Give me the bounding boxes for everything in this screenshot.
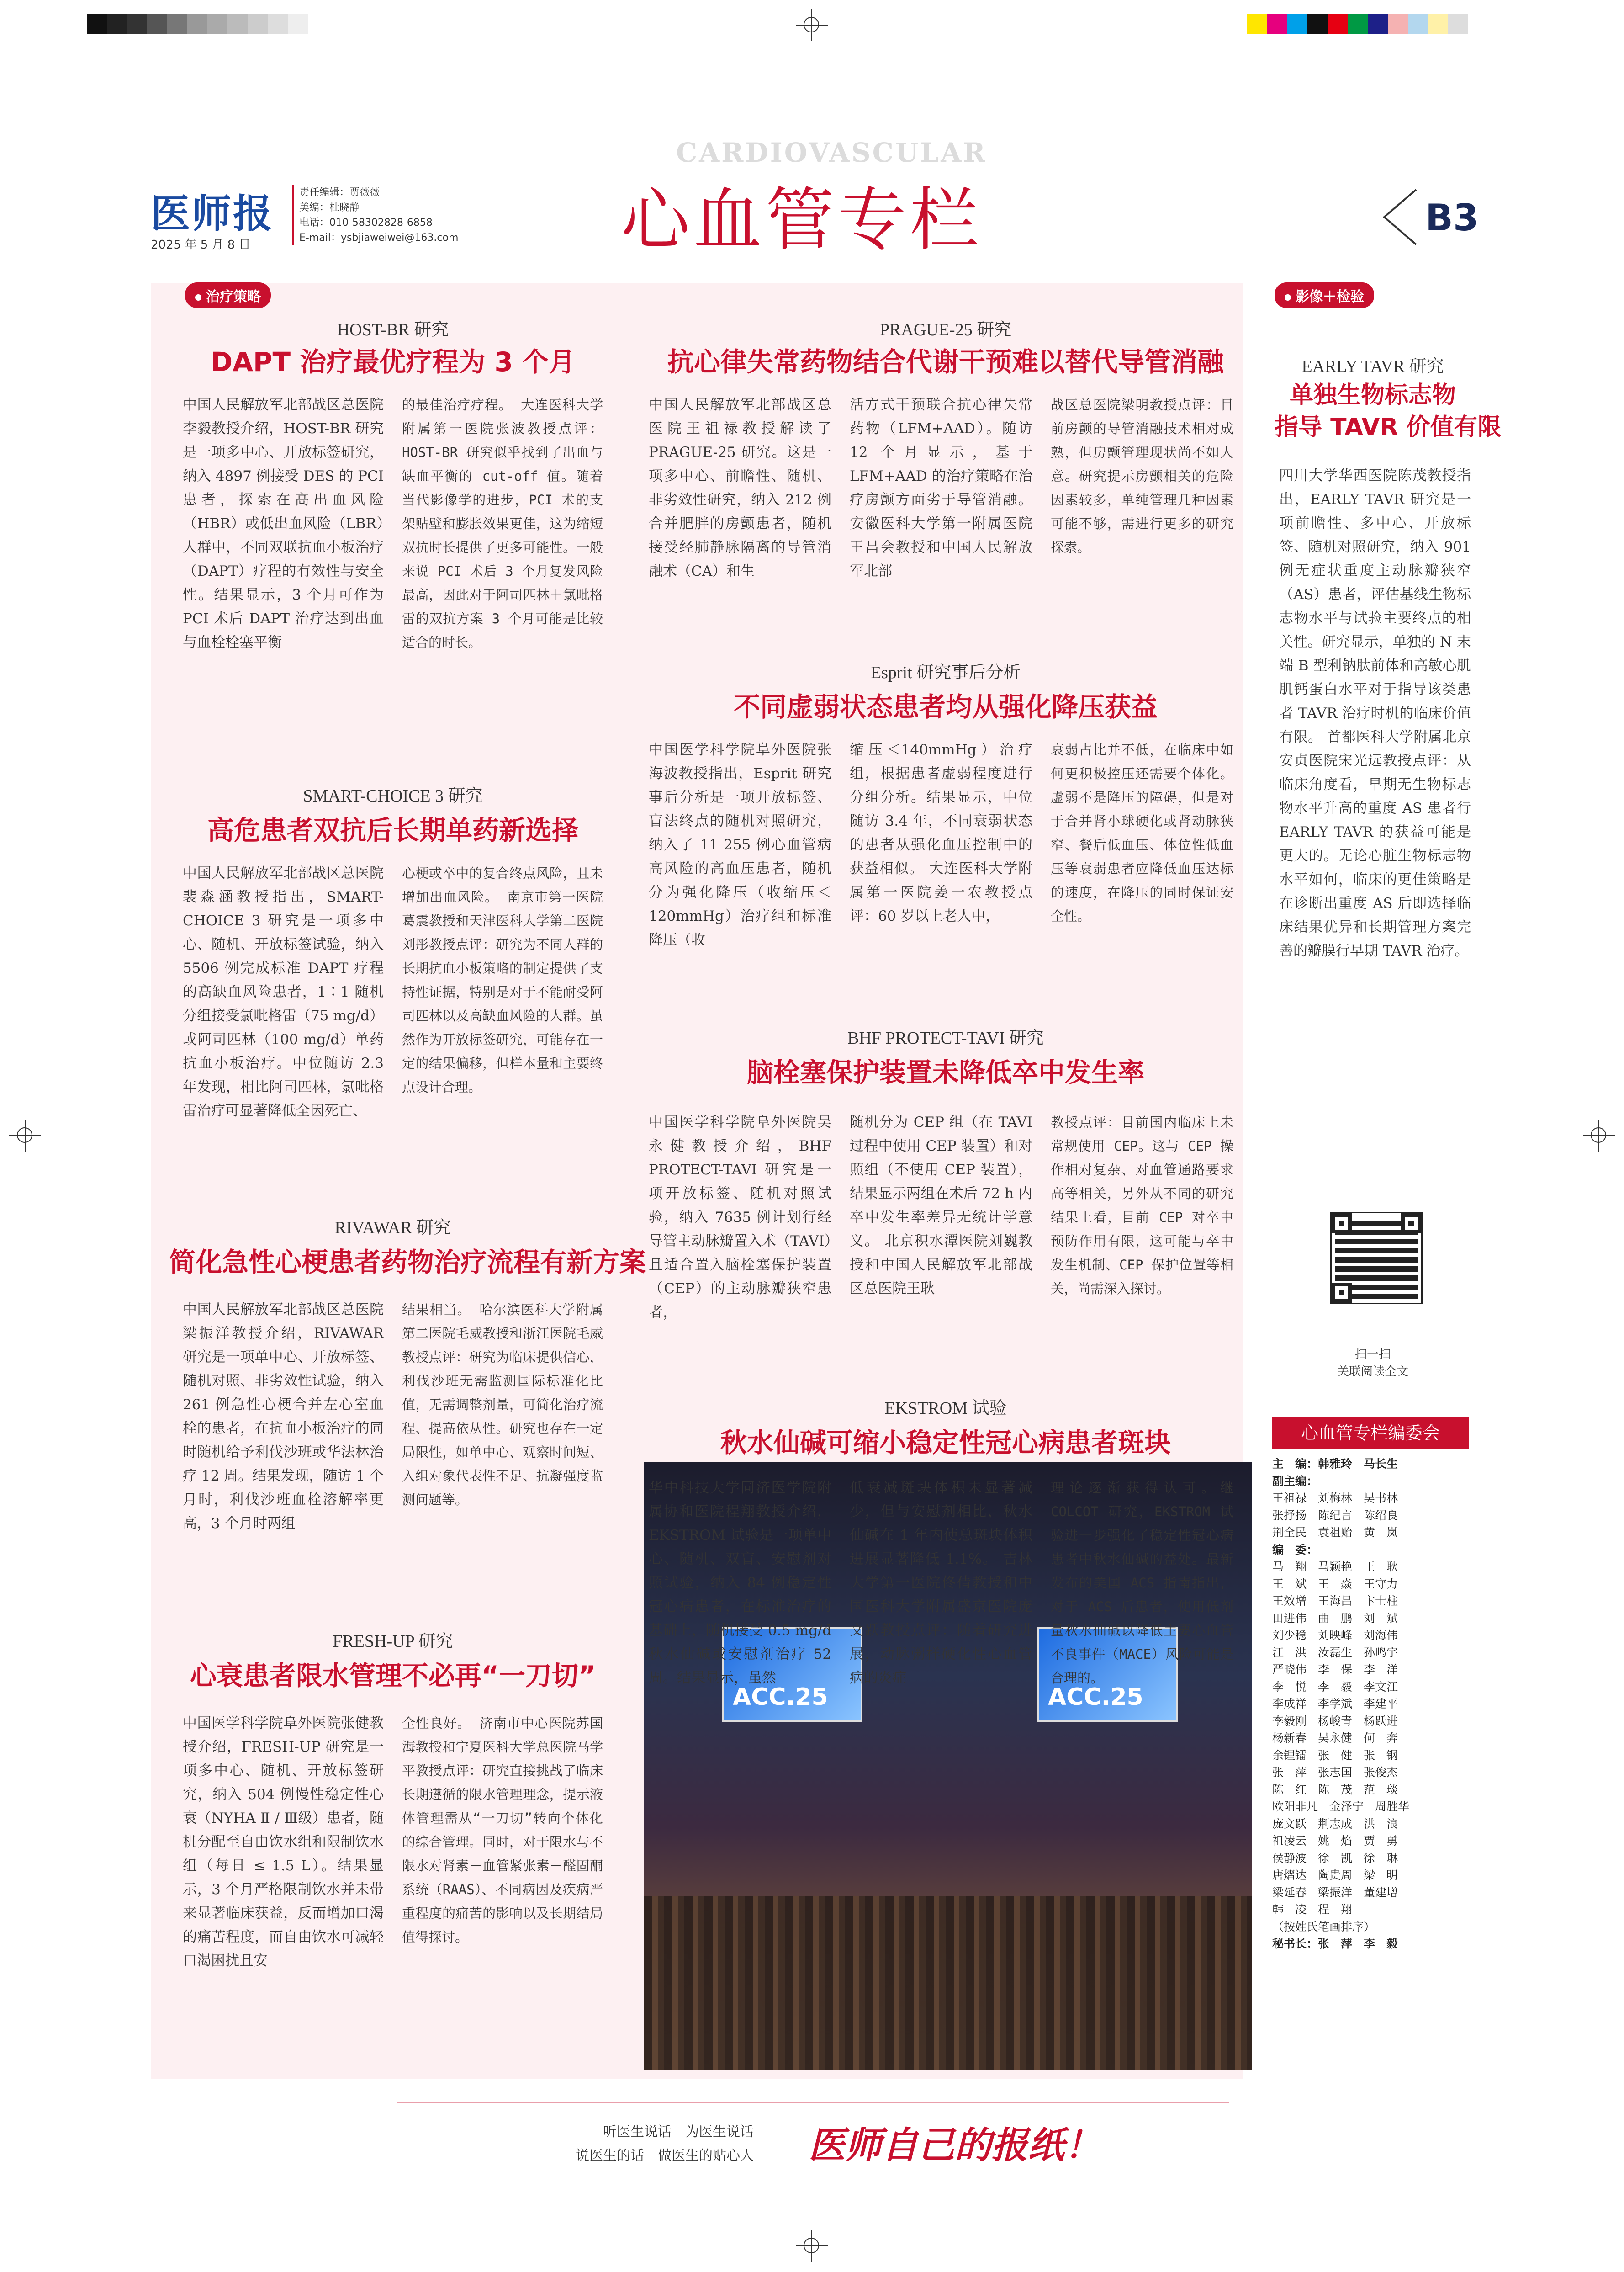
board-member-line: 编 委： [1272, 1543, 1318, 1556]
board-member-line: 江 洪 汝磊生 孙鸣宇 [1272, 1646, 1398, 1659]
article-column: 中国人民解放军北部战区总医院王祖禄教授解读了 PRAGUE-25 研究。这是一项多中心、前瞻性、随机、非劣效性研究，纳入 212 例合并肥胖的房颤患者，随机接受经肺静脉隔离的导管消融术（CA）和生 [649, 397, 831, 579]
registration-mark-icon [1583, 1120, 1615, 1152]
article-column: 中国医学科学院阜外医院张海波教授指出，Esprit 研究事后分析是一项开放标签、盲法终点的随机对照研究，纳入了 11 255 例心血管病高风险的高血压患者，随机分为强化降压（收缩压＜120mmHg）治疗组和标准降压（收 [649, 742, 831, 948]
tag-label: 影像＋检验 [1296, 289, 1364, 305]
bullet-icon [1285, 294, 1291, 301]
board-member-line: 余锂镭 张 健 张 钢 [1272, 1748, 1398, 1762]
board-member-line: 马 翔 马颖艳 王 耿 [1272, 1560, 1398, 1573]
gray-swatch [248, 14, 268, 34]
editorial-board-title: 心血管专栏编委会 [1272, 1417, 1469, 1449]
article-study-label: BHF PROTECT-TAVI 研究 [847, 1029, 1044, 1048]
qr-finder-icon [1332, 1283, 1352, 1303]
gray-swatch [207, 14, 227, 34]
board-member-line: 主 编：韩雅玲 马长生 [1272, 1457, 1398, 1470]
article-study-label: EKSTROM 试验 [884, 1399, 1007, 1418]
board-member-line: 侯静波 徐 凯 徐 琳 [1272, 1851, 1398, 1865]
footer-divider [397, 2102, 1229, 2103]
qr-caption-line: 关联阅读全文 [1337, 1365, 1408, 1379]
page-chevron-icon [1375, 187, 1421, 247]
gray-swatch [187, 14, 207, 34]
footer-slogan [576, 2120, 754, 2168]
article-headline: DAPT 治疗最优疗程为 3 个月 [210, 346, 576, 377]
article-headline: 高危患者双抗后长期单药新选择 [207, 815, 578, 846]
color-swatch [1307, 14, 1328, 34]
color-swatch [1368, 14, 1388, 34]
editor-info [292, 185, 458, 245]
editor-line: 美编：杜晓静 [299, 202, 360, 213]
color-swatch [1348, 14, 1368, 34]
article-column: 教授点评：目前国内临床上未常规使用 CEP。这与 CEP 操作相对复杂、对血管通路要求高等相关，另外从不同的研究结果上看，目前 CEP 对卒中预防作用有限，这可能与卒中发生机制、CEP 保护位置等相关，尚需深入探讨。 [1051, 1115, 1233, 1296]
article-column: 全性良好。 济南市中心医院苏国海教授和宁夏医科大学总医院马学平教授点评：研究直接挑战了临床长期遵循的限水管理理念，提示液体管理需从“一刀切”转向个体化的综合管理。同时，对于限水与不限水对肾素－血管紧张素－醛固酮系统（RAAS）、不同病因及疾病严重程度的痛苦的影响以及长期结局值得探讨。 [402, 1715, 603, 1945]
board-member-line: 欧阳非凡 金泽宁 周胜华 [1272, 1800, 1410, 1813]
article-column: 心梗或卒中的复合终点风险，且未增加出血风险。 南京市第一医院葛震教授和天津医科大学第二医院刘彤教授点评：研究为不同人群的长期抗血小板策略的制定提供了支持性证据，特别是对于不能耐受阿司匹林以及高缺血风险的人群。虽然作为开放标签研究，可能存在一定的结果偏移，但样本量和主要终点设计合理。 [402, 865, 603, 1095]
headline-line: 单独生物标志物 [1289, 382, 1456, 409]
registration-mark-icon [796, 9, 828, 41]
board-member-line: 王祖禄 刘梅林 吴书林 [1272, 1492, 1398, 1505]
board-member-line: 李成祥 李学斌 李建平 [1272, 1697, 1398, 1710]
tag-label: 治疗策略 [206, 289, 261, 305]
audience [644, 1896, 1252, 2070]
article-column: 理论逐渐获得认可。继 COLCOT 研究，EKSTROM 试验进一步强化了稳定性冠心病患者中秋水仙碱的益处。最新发布的美国 ACS 指南指出，对于 ACS 后患者，使用低剂量秋水仙碱以降低主要心血管不良事件（MACE）风险可能是合理的。 [1051, 1480, 1233, 1686]
board-member-line: 王 斌 王 焱 王守力 [1272, 1577, 1398, 1591]
gray-swatch [87, 14, 107, 34]
board-member-line: 田进伟 曲 鹏 刘 斌 [1272, 1611, 1398, 1625]
screen-text: ACC.25 [1048, 1683, 1143, 1711]
board-member-line: 唐熠达 陶贵周 梁 明 [1272, 1869, 1398, 1882]
color-swatch [1287, 14, 1307, 34]
color-swatch [1247, 14, 1267, 34]
board-member-line: 张抒扬 陈纪言 陈绍良 [1272, 1508, 1398, 1522]
board-member-line: （按姓氏笔画排序） [1272, 1920, 1375, 1933]
article-column: 低衰减斑块体积未显著减少，但与安慰剂相比，秋水仙碱在 1 年内使总斑块体积进展显著降低 1.1%。 吉林大学第一医院佟倩教授和中国医科大学附属盛京医院庞文跃教授点评：随着研究进展，动脉粥样硬化性心血管病的炎症 [850, 1480, 1032, 1686]
article-study-label: PRAGUE-25 研究 [879, 320, 1012, 340]
newspaper-logo: 医师报 [151, 191, 274, 237]
registration-mark-icon [796, 2230, 828, 2262]
article-column: 衰弱占比并不低，在临床中如何更积极控压还需要个体化。虚弱不是降压的障碍，但是对于合并肾小球硬化或肾动脉狭窄、餐后低血压、体位性低血压等衰弱患者应降低血压达标的速度，在降压的同时保证安全性。 [1051, 742, 1233, 924]
board-member-line: 王效增 王海昌 卞士柱 [1272, 1594, 1398, 1608]
board-member-line: 杨新春 吴永健 何 奔 [1272, 1731, 1398, 1745]
article-headline [1275, 379, 1502, 443]
article-column: 战区总医院梁明教授点评：目前房颤的导管消融技术相对成熟，但房颤管理现状尚不如人意。研究提示房颤相关的危险因素较多，单纯管理几种因素可能不够，需进行更多的研究探索。 [1051, 397, 1233, 555]
issue-date: 2025 年 5 月 8 日 [151, 238, 251, 252]
color-swatch [1328, 14, 1348, 34]
color-swatch [1267, 14, 1287, 34]
board-member-line: 庞文跃 荆志成 洪 浪 [1272, 1817, 1398, 1831]
footer-brand-slogan: 医师自己的报纸！ [809, 2123, 1101, 2166]
editor-line: E-mail：ysbjiaweiwei@163.com [299, 232, 459, 244]
article-column: 随机分为 CEP 组（在 TAVI 过程中使用 CEP 装置）和对照组（不使用 CEP 装置），结果显示两组在术后 72 h 内卒中发生率差异无统计学意义。 北京积水潭医院刘巍教授和中国人民解放军北部战区总医院王耿 [850, 1114, 1032, 1297]
board-member-line: 荆全民 袁祖贻 黄 岚 [1272, 1526, 1398, 1539]
article-study-label: HOST-BR 研究 [337, 320, 449, 340]
board-member-line: 梁延春 梁振洋 董建增 [1272, 1885, 1398, 1899]
board-member-line: 副主编： [1272, 1474, 1318, 1488]
article-study-label: RIVAWAR 研究 [334, 1218, 451, 1237]
article-column: 中国人民解放军北部战区总医院李毅教授介绍，HOST-BR 研究是一项多中心、开放标签研究，纳入 4897 例接受 DES 的 PCI 患者，探索在高出血风险（HBR）或低出血风险（LBR）人群中，不同双联抗血小板治疗（DAPT）疗程的有效性与安全性。结果显示，3 个月可作为 PCI 术后 DAPT 治疗达到出血与血栓栓塞平衡 [183, 397, 384, 651]
article-study-label: Esprit 研究事后分析 [870, 663, 1021, 682]
qr-caption-line: 扫一扫 [1354, 1348, 1391, 1361]
article-study-label: EARLY TAVR 研究 [1301, 357, 1444, 376]
board-member-line: 陈 红 陈 茂 范 琰 [1272, 1783, 1398, 1796]
registration-mark-icon [9, 1120, 41, 1152]
editor-line: 责任编辑：贾薇薇 [299, 187, 380, 198]
board-member-line: 韩 凌 程 翔 [1272, 1903, 1353, 1916]
color-swatch [1388, 14, 1408, 34]
gray-swatch [227, 14, 248, 34]
slogan-line: 说医生的话 做医生的贴心人 [576, 2148, 754, 2164]
board-member-line: 刘少稳 刘映峰 刘海伟 [1272, 1629, 1398, 1642]
qr-finder-icon [1401, 1213, 1421, 1233]
article-column: 结果相当。 哈尔滨医科大学附属第二医院毛威教授和浙江医院毛威教授点评：研究为临床提供信心，利伐沙班无需监测国际标准化比值，无需调整剂量，可简化治疗流程、提高依从性。研究也存在一定局限性，如单中心、观察时间短、入组对象代表性不足、抗凝强度监测问题等。 [402, 1302, 603, 1508]
article-column: 中国医学科学院阜外医院张健教授介绍，FRESH-UP 研究是一项多中心、随机、开放标签研究，纳入 504 例慢性稳定性心衰（NYHA Ⅱ / Ⅲ级）患者，随机分配至自由饮水组和限制饮水组（每日 ≤ 1.5 L）。结果显示，3 个月严格限制饮水并未带来显著临床获益，反而增加口渴的痛苦程度，而自由饮水可减轻口渴困扰且安 [183, 1715, 384, 1969]
color-swatch [1448, 14, 1468, 34]
color-swatch [1408, 14, 1428, 34]
qr-finder-icon [1332, 1213, 1352, 1233]
gray-swatch [107, 14, 127, 34]
article-column: 中国人民解放军北部战区总医院裴淼涵教授指出，SMART-CHOICE 3 研究是一项多中心、随机、开放标签试验，纳入 5506 例完成标准 DAPT 疗程的高缺血风险患者，1∶1 随机分组接受氯吡格雷（75 mg/d）或阿司匹林（100 mg/d）单药抗血小板治疗。中位随访 2.3 年发现，相比阿司匹林，氯吡格雷治疗可显著降低全因死亡、 [183, 865, 384, 1119]
article-headline: 简化急性心梗患者药物治疗流程有新方案 [169, 1247, 646, 1278]
article-column: 中国人民解放军北部战区总医院梁振洋教授介绍，RIVAWAR 研究是一项单中心、开放标签、随机对照、非劣效性试验，纳入 261 例急性心梗合并左心室血栓的患者，在抗血小板治疗的同时随机给予利伐沙班或华法林治疗 12 周。结果发现，随访 1 个月时，利伐沙班血栓溶解率更高，3 个月时两组 [183, 1301, 384, 1532]
article-column: 中国医学科学院阜外医院吴永健教授介绍，BHF PROTECT-TAVI 研究是一项开放标签、随机对照试验，纳入 7635 例计划行经导管主动脉瓣置入术（TAVI）且适合置入脑栓塞保护装置（CEP）的主动脉瓣狭窄患者， [649, 1114, 831, 1321]
article-column: 华中科技大学同济医学院附属协和医院程翔教授介绍，EKSTROM 试验是一项单中心、随机、双盲、安慰剂对照试验，纳入 84 例稳定性冠心病患者，在标准治疗的基础上，随机接受 0.5 mg/d 秋水仙碱或安慰剂治疗 52 周。结果显示，虽然 [649, 1480, 831, 1686]
qr-caption [1316, 1346, 1430, 1380]
section-title: 心血管专栏 [621, 180, 983, 260]
gray-swatch [127, 14, 147, 34]
editorial-board-list [1272, 1455, 1469, 1953]
gray-swatch [288, 14, 308, 34]
board-member-line: 李 悦 李 毅 李文江 [1272, 1680, 1398, 1693]
board-member-line: 张 萍 张志国 张俊杰 [1272, 1766, 1398, 1779]
article-column: 活方式干预联合抗心律失常药物（LFM+AAD）。随访 12 个月显示，基于 LFM+AAD 的治疗策略在治疗房颤方面劣于导管消融。 安徽医科大学第一附属医院王昌会教授和中国人民解放军北部 [850, 397, 1032, 579]
article-headline: 不同虚弱状态患者均从强化降压获益 [733, 691, 1158, 722]
category-tag-treatment [185, 282, 271, 308]
editor-line: 电话：010-58302828-6858 [299, 217, 433, 228]
article-headline: 脑栓塞保护装置未降低卒中发生率 [746, 1057, 1144, 1088]
board-member-line: 李毅刚 杨峻青 杨跃进 [1272, 1714, 1398, 1728]
article-column: 缩压＜140mmHg）治疗组，根据患者虚弱程度进行分组分析。结果显示，中位随访 3.4 年，不同衰弱状态的患者从强化血压控制中的获益相似。 大连医科大学附属第一医院姜一农教授点评：60 岁以上老人中， [850, 742, 1032, 924]
category-tag-imaging [1275, 282, 1374, 308]
board-member-line: 严晓伟 李 保 李 洋 [1272, 1663, 1398, 1676]
slogan-line: 听医生说话 为医生说话 [603, 2124, 754, 2140]
article-column: 的最佳治疗疗程。 大连医科大学附属第一医院张波教授点评：HOST-BR 研究似乎找到了出血与缺血平衡的 cut-off 值。随着当代影像学的进步，PCI 术的支架贴壁和膨胀效果更佳，这为缩短双抗时长提供了更多可能性。一般来说 PCI 术后 3 个月复发风险最高，因此对于阿司匹林＋氯吡格雷的双抗方案 3 个月可能是比较适合的时长。 [402, 397, 603, 650]
page-number: B3 [1425, 196, 1479, 239]
board-member-line: 秘书长：张 萍 李 毅 [1272, 1937, 1398, 1950]
article-study-label: FRESH-UP 研究 [333, 1632, 453, 1651]
article-headline: 秋水仙碱可缩小稳定性冠心病患者斑块 [720, 1427, 1171, 1458]
bullet-icon [195, 294, 201, 301]
gray-swatch [268, 14, 288, 34]
board-member-line: 祖凌云 姚 焰 贾 勇 [1272, 1834, 1398, 1847]
headline-line: 指导 TAVR 价值有限 [1275, 414, 1502, 441]
article-column: 四川大学华西医院陈茂教授指出，EARLY TAVR 研究是一项前瞻性、多中心、开放标签、随机对照研究，纳入 901 例无症状重度主动脉瓣狭窄（AS）患者，评估基线生物标志物水平与试验主要终点的相关性。研究显示，单独的 N 末端 B 型利钠肽前体和高敏心肌肌钙蛋白水平对于指导该类患者 TAVR 治疗时机的临床价值有限。 首都医科大学附属北京安贞医院宋光远教授点评：从临床角度看，早期无生物标志物水平升高的重度 AS 患者行 EARLY TAVR 的获益可能是更大的。无论心脏生物标志物水平如何，临床的更佳策略是在诊断出重度 AS 后即选择临床结果优异和长期管理方案完善的瓣膜行早期 TAVR 治疗。 [1279, 467, 1471, 959]
qr-code[interactable] [1332, 1213, 1421, 1303]
section-english-title: CARDIOVASCULAR [676, 137, 987, 168]
article-study-label: SMART-CHOICE 3 研究 [303, 786, 483, 806]
color-swatch [1428, 14, 1448, 34]
gray-swatch [147, 14, 167, 34]
screen-text: ACC.25 [733, 1683, 828, 1711]
article-headline: 抗心律失常药物结合代谢干预难以替代导管消融 [667, 346, 1224, 377]
gray-swatch [167, 14, 187, 34]
article-headline: 心衰患者限水管理不必再“一刀切” [190, 1660, 596, 1691]
